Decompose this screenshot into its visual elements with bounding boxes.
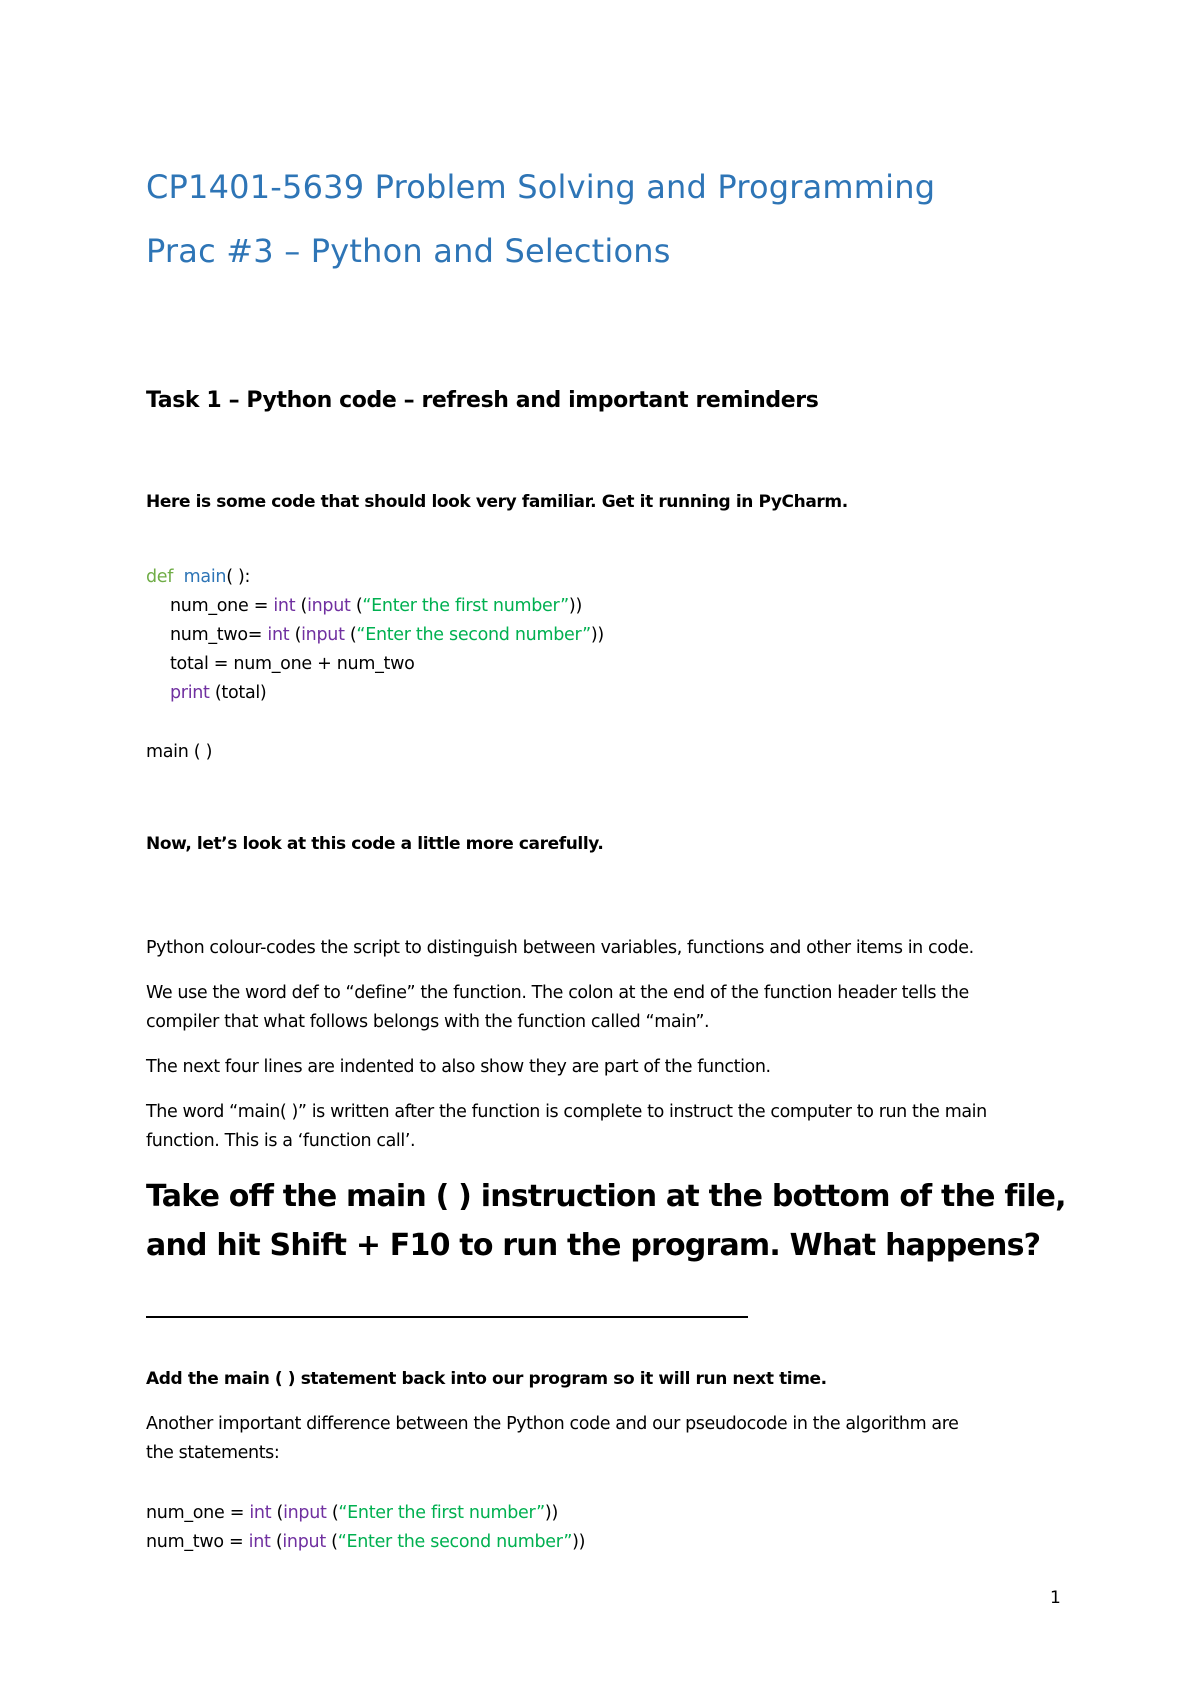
def-parens: ( ): xyxy=(226,567,251,587)
code-line-def xyxy=(146,567,250,587)
input-builtin: input xyxy=(307,596,351,616)
int-builtin: int xyxy=(273,596,296,616)
code-text: ( xyxy=(325,1532,338,1552)
code-text: ( xyxy=(350,596,363,616)
input-builtin: input xyxy=(301,625,345,645)
code-line-num-one xyxy=(170,596,582,616)
function-name: main xyxy=(183,567,227,587)
code-text: ( xyxy=(270,1532,283,1552)
code-text: ( xyxy=(289,625,302,645)
int-builtin: int xyxy=(248,1532,271,1552)
int-builtin: int xyxy=(249,1503,272,1523)
instruction-line2: and hit Shift + F10 to run the program. What happens? xyxy=(146,1228,1041,1263)
string-literal: “Enter the first number” xyxy=(362,596,569,616)
paragraph-indented: The next four lines are indented to also show they are part of the function. xyxy=(146,1057,771,1077)
input-builtin: input xyxy=(283,1503,327,1523)
code-text: ( xyxy=(326,1503,339,1523)
code-line-num-two xyxy=(170,625,604,645)
code-text: num_two= xyxy=(170,625,268,645)
paragraph-def-line2: compiler that what follows belongs with the function called “main”. xyxy=(146,1012,710,1032)
paragraph-main-line1: The word “main( )” is written after the function is complete to instruct the computer to run the main xyxy=(146,1102,987,1122)
def-keyword: def xyxy=(146,567,174,587)
print-builtin: print xyxy=(170,683,210,703)
code-text: num_one = xyxy=(146,1503,250,1523)
add-back-note: Add the main ( ) statement back into our program so it will run next time. xyxy=(146,1369,827,1389)
task1-intro: Here is some code that should look very familiar. Get it running in PyCharm. xyxy=(146,492,848,512)
paragraph-difference-line1: Another important difference between the Python code and our pseudocode in the algorithm are xyxy=(146,1414,959,1434)
paragraph-colour-codes: Python colour-codes the script to distinguish between variables, functions and other items in code. xyxy=(146,938,974,958)
string-literal: “Enter the first number” xyxy=(338,1503,545,1523)
string-literal: “Enter the second number” xyxy=(356,625,591,645)
code-line-total: total = num_one + num_two xyxy=(170,654,415,674)
code-text: (total) xyxy=(209,683,267,703)
page-number: 1 xyxy=(1050,1588,1061,1608)
careful-note: Now, let’s look at this code a little more carefully. xyxy=(146,834,604,854)
task1-heading: Task 1 – Python code – refresh and important reminders xyxy=(146,388,819,413)
code-text: num_two = xyxy=(146,1532,249,1552)
code-text: ( xyxy=(271,1503,284,1523)
code-text: )) xyxy=(544,1503,558,1523)
document-subtitle: Prac #3 – Python and Selections xyxy=(146,232,671,270)
code-text: )) xyxy=(572,1532,586,1552)
code-text: )) xyxy=(590,625,604,645)
answer-blank-line xyxy=(146,1316,748,1318)
code-line-print xyxy=(170,683,266,703)
code-text: ( xyxy=(295,596,308,616)
code-line-main-call: main ( ) xyxy=(146,742,213,762)
code2-line-num-one xyxy=(146,1503,558,1523)
paragraph-difference-line2: the statements: xyxy=(146,1443,280,1463)
paragraph-def-line1: We use the word def to “define” the function. The colon at the end of the function header tells the xyxy=(146,983,969,1003)
input-builtin: input xyxy=(282,1532,326,1552)
paragraph-main-line2: function. This is a ‘function call’. xyxy=(146,1131,416,1151)
code-text: )) xyxy=(568,596,582,616)
code-text: ( xyxy=(344,625,357,645)
document-title: CP1401-5639 Problem Solving and Programming xyxy=(146,168,936,206)
string-literal: “Enter the second number” xyxy=(337,1532,573,1552)
code2-line-num-two xyxy=(146,1532,585,1552)
code-text: num_one = xyxy=(170,596,274,616)
int-builtin: int xyxy=(267,625,290,645)
instruction-line1: Take off the main ( ) instruction at the bottom of the file, xyxy=(146,1179,1066,1214)
